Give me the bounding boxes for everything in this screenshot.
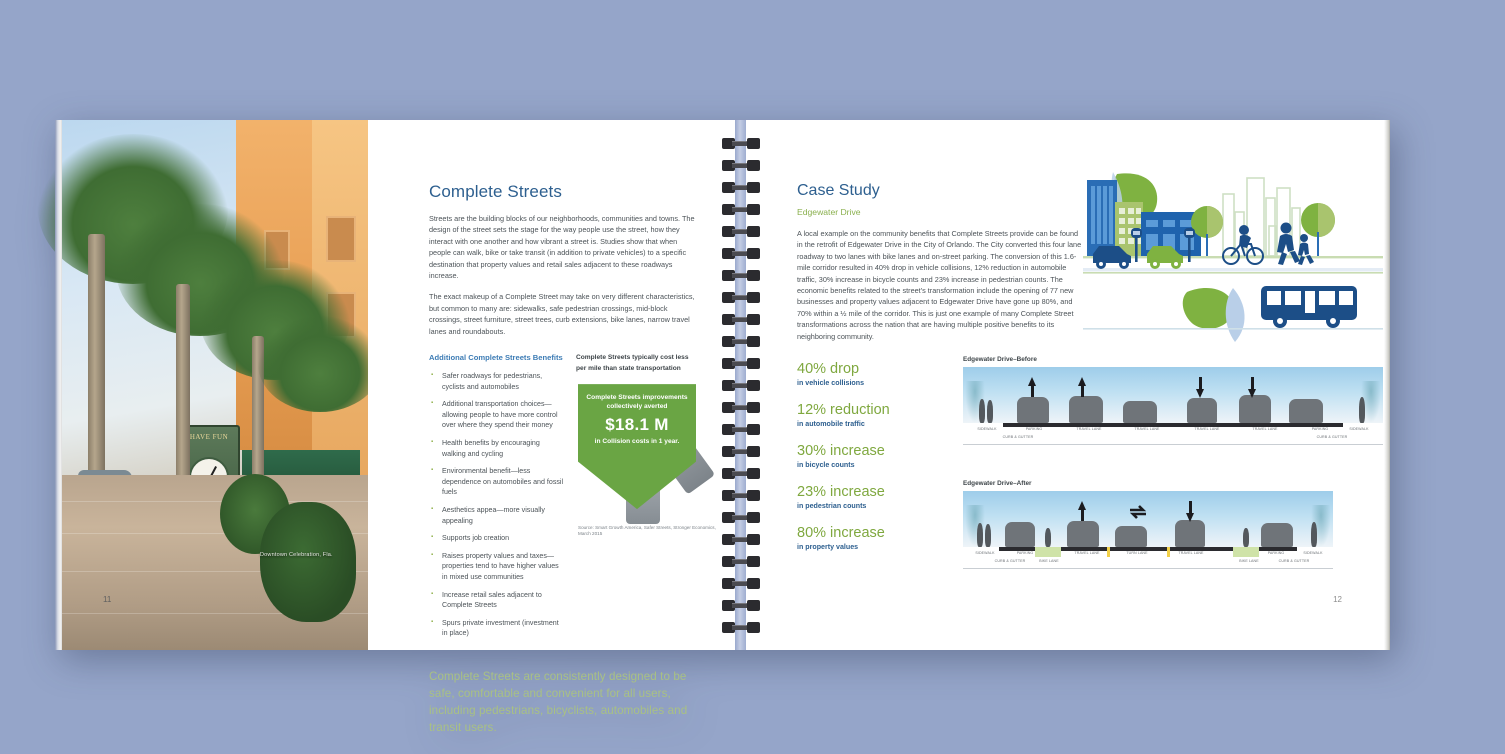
coil-ring <box>722 182 760 193</box>
lane-label: BIKE LANE <box>1039 559 1059 563</box>
coil-ring <box>722 468 760 479</box>
lane-label: TRAVEL LANE <box>1252 427 1278 431</box>
list-item: ▪ Aesthetics appea—more visually appealing <box>429 505 564 526</box>
complete-street-illustration <box>1083 168 1383 348</box>
two-column-area <box>429 353 716 646</box>
lane-label: PARKING <box>1311 427 1329 431</box>
cyclist-icon <box>1045 528 1051 547</box>
stat-value: 23% increase <box>797 484 885 501</box>
pedestrian-icon <box>1359 397 1365 423</box>
direction-arrow <box>1081 509 1084 521</box>
lane-label: PARKING <box>1025 427 1043 431</box>
cyclist-icon <box>1243 528 1249 547</box>
page-title: Complete Streets <box>429 182 562 201</box>
stat-value: 80% increase <box>797 525 885 542</box>
coil-ring <box>722 534 760 545</box>
pedestrian-adult <box>1277 223 1300 266</box>
lane-label: TURN LANE <box>1126 551 1148 555</box>
vehicle-icon <box>1187 398 1217 423</box>
infographic-source: Source: Smart Growth America, Safer Streets, Stronger Economics, March 2015 <box>578 525 716 537</box>
paver-line <box>62 501 368 502</box>
infographic-column <box>576 353 716 646</box>
shrub <box>260 502 356 622</box>
coil-ring <box>722 424 760 435</box>
illustration-svg <box>1083 168 1383 348</box>
lane-label: BIKE LANE <box>1239 559 1259 563</box>
stat-label: in pedestrian counts <box>797 502 867 511</box>
list-item: ▪ Health benefits by encouraging walking and cycling <box>429 438 564 459</box>
direction-arrow-down <box>1186 513 1194 522</box>
benefits-heading: Additional Complete Streets Benefits <box>429 353 563 363</box>
direction-arrow <box>1199 377 1202 389</box>
list-item: ▪ Spurs private investment (investment in place) <box>429 618 564 639</box>
diagram-baseline <box>963 568 1333 569</box>
pedestrian-icon <box>987 400 993 423</box>
infographic-amount: $18.1 M <box>605 415 669 435</box>
benefits-list <box>429 371 564 639</box>
coil-ring <box>722 160 760 171</box>
coil-ring <box>722 556 760 567</box>
left-page-content <box>368 120 718 734</box>
lane-label: TRAVEL LANE <box>1074 551 1100 555</box>
coil-ring <box>722 600 760 611</box>
lane-label: SIDEWALK <box>1349 427 1369 431</box>
diagram-baseline <box>963 444 1383 445</box>
direction-arrow <box>1251 377 1254 389</box>
open-book <box>55 120 1435 734</box>
lane-label: TRAVEL LANE <box>1076 427 1102 431</box>
cross-section-label: Edgewater Drive–Before <box>963 356 1037 363</box>
coil-ring <box>722 204 760 215</box>
pedestrian-icon <box>979 399 985 423</box>
coil-ring <box>722 292 760 303</box>
direction-arrow <box>1031 385 1034 397</box>
pedestrian-child <box>1298 234 1314 265</box>
direction-arrow-up <box>1028 377 1036 386</box>
curb-label: CURB & GUTTER <box>1002 435 1034 439</box>
vehicle-icon <box>1261 523 1293 547</box>
coil-ring <box>722 138 760 149</box>
stat-label: in bicycle counts <box>797 461 855 470</box>
coil-ring <box>722 358 760 369</box>
list-item: ▪ Raises property values and taxes—properties tend to have higher values in mixed use communities <box>429 551 564 583</box>
lane-label: TRAVEL LANE <box>1194 427 1220 431</box>
stat-value: 30% increase <box>797 443 885 460</box>
lane-label: TRAVEL LANE <box>1178 551 1204 555</box>
vehicle-icon <box>1069 396 1103 423</box>
spiral-binding <box>718 120 763 650</box>
cross-section-after <box>963 480 1333 569</box>
coil-ring <box>722 512 760 523</box>
list-item: ▪ Environmental benefit—less dependence on automobiles and fossil fuels <box>429 466 564 498</box>
coil-ring <box>722 314 760 325</box>
lane-label: TRAVEL LANE <box>1134 427 1160 431</box>
direction-arrow-down <box>1196 389 1204 398</box>
vehicle-icon <box>1005 522 1035 547</box>
page-number-right: 12 <box>1333 595 1342 604</box>
window <box>326 216 356 262</box>
lane-label: SIDEWALK <box>975 551 995 555</box>
intro-paragraph-1: Streets are the building blocks of our neighborhoods, communities and towns. The design of the street sets the stage for the way people use the street, how they interact with one another and how vibrant a street is. Studies show that when people can walk, bike or take transit (in addition to private vehicles) to a specific destination that property values and retail sales adjacent to these roadways increase. <box>429 214 695 281</box>
cross-section-diagram <box>963 491 1333 569</box>
palm-trunk <box>176 284 190 480</box>
direction-arrow <box>1189 501 1192 513</box>
right-page-content <box>718 120 1390 650</box>
vehicle-icon <box>1115 526 1147 547</box>
vehicle-icon <box>1289 399 1323 423</box>
coil-ring <box>722 248 760 259</box>
stat-value: 40% drop <box>797 361 860 378</box>
cross-section-label: Edgewater Drive–After <box>963 480 1032 487</box>
coil-ring <box>722 490 760 501</box>
palm-fronds <box>258 316 382 412</box>
curb-label: CURB & GUTTER <box>1316 435 1348 439</box>
infographic-heading: Complete Streets typically cost less per mile than state transportation <box>576 354 689 372</box>
coil-ring <box>722 226 760 237</box>
vehicle-icon <box>1123 401 1157 423</box>
infographic-text <box>578 393 696 446</box>
palm-trunk <box>88 234 105 482</box>
bus <box>1261 286 1357 328</box>
lane-label: SIDEWALK <box>977 427 997 431</box>
coil-ring <box>722 622 760 633</box>
vehicle-icon <box>1239 395 1271 423</box>
lane-label: PARKING <box>1016 551 1034 555</box>
case-study-subtitle: Edgewater Drive <box>797 207 861 217</box>
stat-label: in vehicle collisions <box>797 379 865 388</box>
list-item: ▪ Supports job creation <box>429 533 564 544</box>
coil-ring <box>722 446 760 457</box>
stat-value: 12% reduction <box>797 402 890 419</box>
pedestrian-icon <box>985 524 991 547</box>
stat-label: in property values <box>797 543 859 552</box>
cross-section-diagram <box>963 367 1383 445</box>
case-study-title: Case Study <box>797 182 880 199</box>
pedestrian-icon <box>977 523 983 547</box>
pedestrian-icon <box>1311 522 1317 547</box>
sign-top-text: HAVE FUN <box>189 433 229 441</box>
cost-savings-infographic <box>578 384 696 509</box>
case-study-paragraph: A local example on the community benefits that Complete Streets provide can be found in the retrofit of Edgewater Drive in the City of Orlando. The City converted this four lane roadway to two lanes with bike lanes and on-street parking. The conversion of this 1.6-mile corridor resulted in 40% drop in vehicle collisions, 12% reduction in automobile traffic, 30% increase in bicycle counts and 23% increase in pedestrian counts. The economic benefits related to the street's transformation include the opening of 77 new businesses and property values adjacent to Edgewater Drive have gone up 80%, and 70% within a ½ mile of the corridor. This is just one example of many Complete Street transformations across the nation that are having multiple positive benefits to its neighboring community. <box>797 229 1082 341</box>
right-page <box>718 120 1390 650</box>
list-item: ▪ Additional transportation choices—allowing people to have more control over where they spend their money <box>429 399 564 431</box>
turn-arrows-icon <box>1127 505 1149 519</box>
lane-label: SIDEWALK <box>1303 551 1323 555</box>
coil-ring <box>722 380 760 391</box>
direction-arrow-up <box>1078 501 1086 510</box>
photo-credit: Downtown Celebration, Fla. <box>260 552 333 558</box>
coil-ring <box>722 578 760 589</box>
direction-arrow <box>1081 385 1084 397</box>
coil-ring <box>722 270 760 281</box>
vehicle-icon <box>1067 521 1099 547</box>
left-page <box>55 120 718 734</box>
pull-quote: Complete Streets are consistently designed to be safe, comfortable and convenient for all users, including pedestrians, bicyclists, automobiles and transit users. <box>429 669 688 734</box>
lane-label: PARKING <box>1267 551 1285 555</box>
list-item: ▪ Safer roadways for pedestrians, cyclists and automobiles <box>429 371 564 392</box>
page-number-left: 11 <box>103 595 112 604</box>
intro-paragraph-2: The exact makeup of a Complete Street may take on very different characteristics, but common to many are: sidewalks, safe pedestrian crossings, mid-block crossings, street furniture, street trees, curb extensions, bike lanes, narrow travel lanes and roundabouts. <box>429 292 695 336</box>
infographic-line-2: in Collision costs in 1 year. <box>594 438 680 446</box>
streetscape-photo <box>62 120 368 650</box>
stat-label: in automobile traffic <box>797 420 865 429</box>
list-item: ▪ Increase retail sales adjacent to Complete Streets <box>429 590 564 611</box>
direction-arrow-up <box>1078 377 1086 386</box>
coil-ring <box>722 336 760 347</box>
stat-item <box>797 443 1082 469</box>
curb-label: CURB & GUTTER <box>994 559 1026 563</box>
infographic-line-1: Complete Streets improvements collectively averted <box>586 394 688 411</box>
coil-ring <box>722 402 760 413</box>
curb-label: CURB & GUTTER <box>1278 559 1310 563</box>
vehicle-icon <box>1175 520 1205 547</box>
direction-arrow-down <box>1248 389 1256 398</box>
benefits-column <box>429 353 564 646</box>
vehicle-icon <box>1017 397 1049 423</box>
cross-section-before <box>963 356 1383 445</box>
